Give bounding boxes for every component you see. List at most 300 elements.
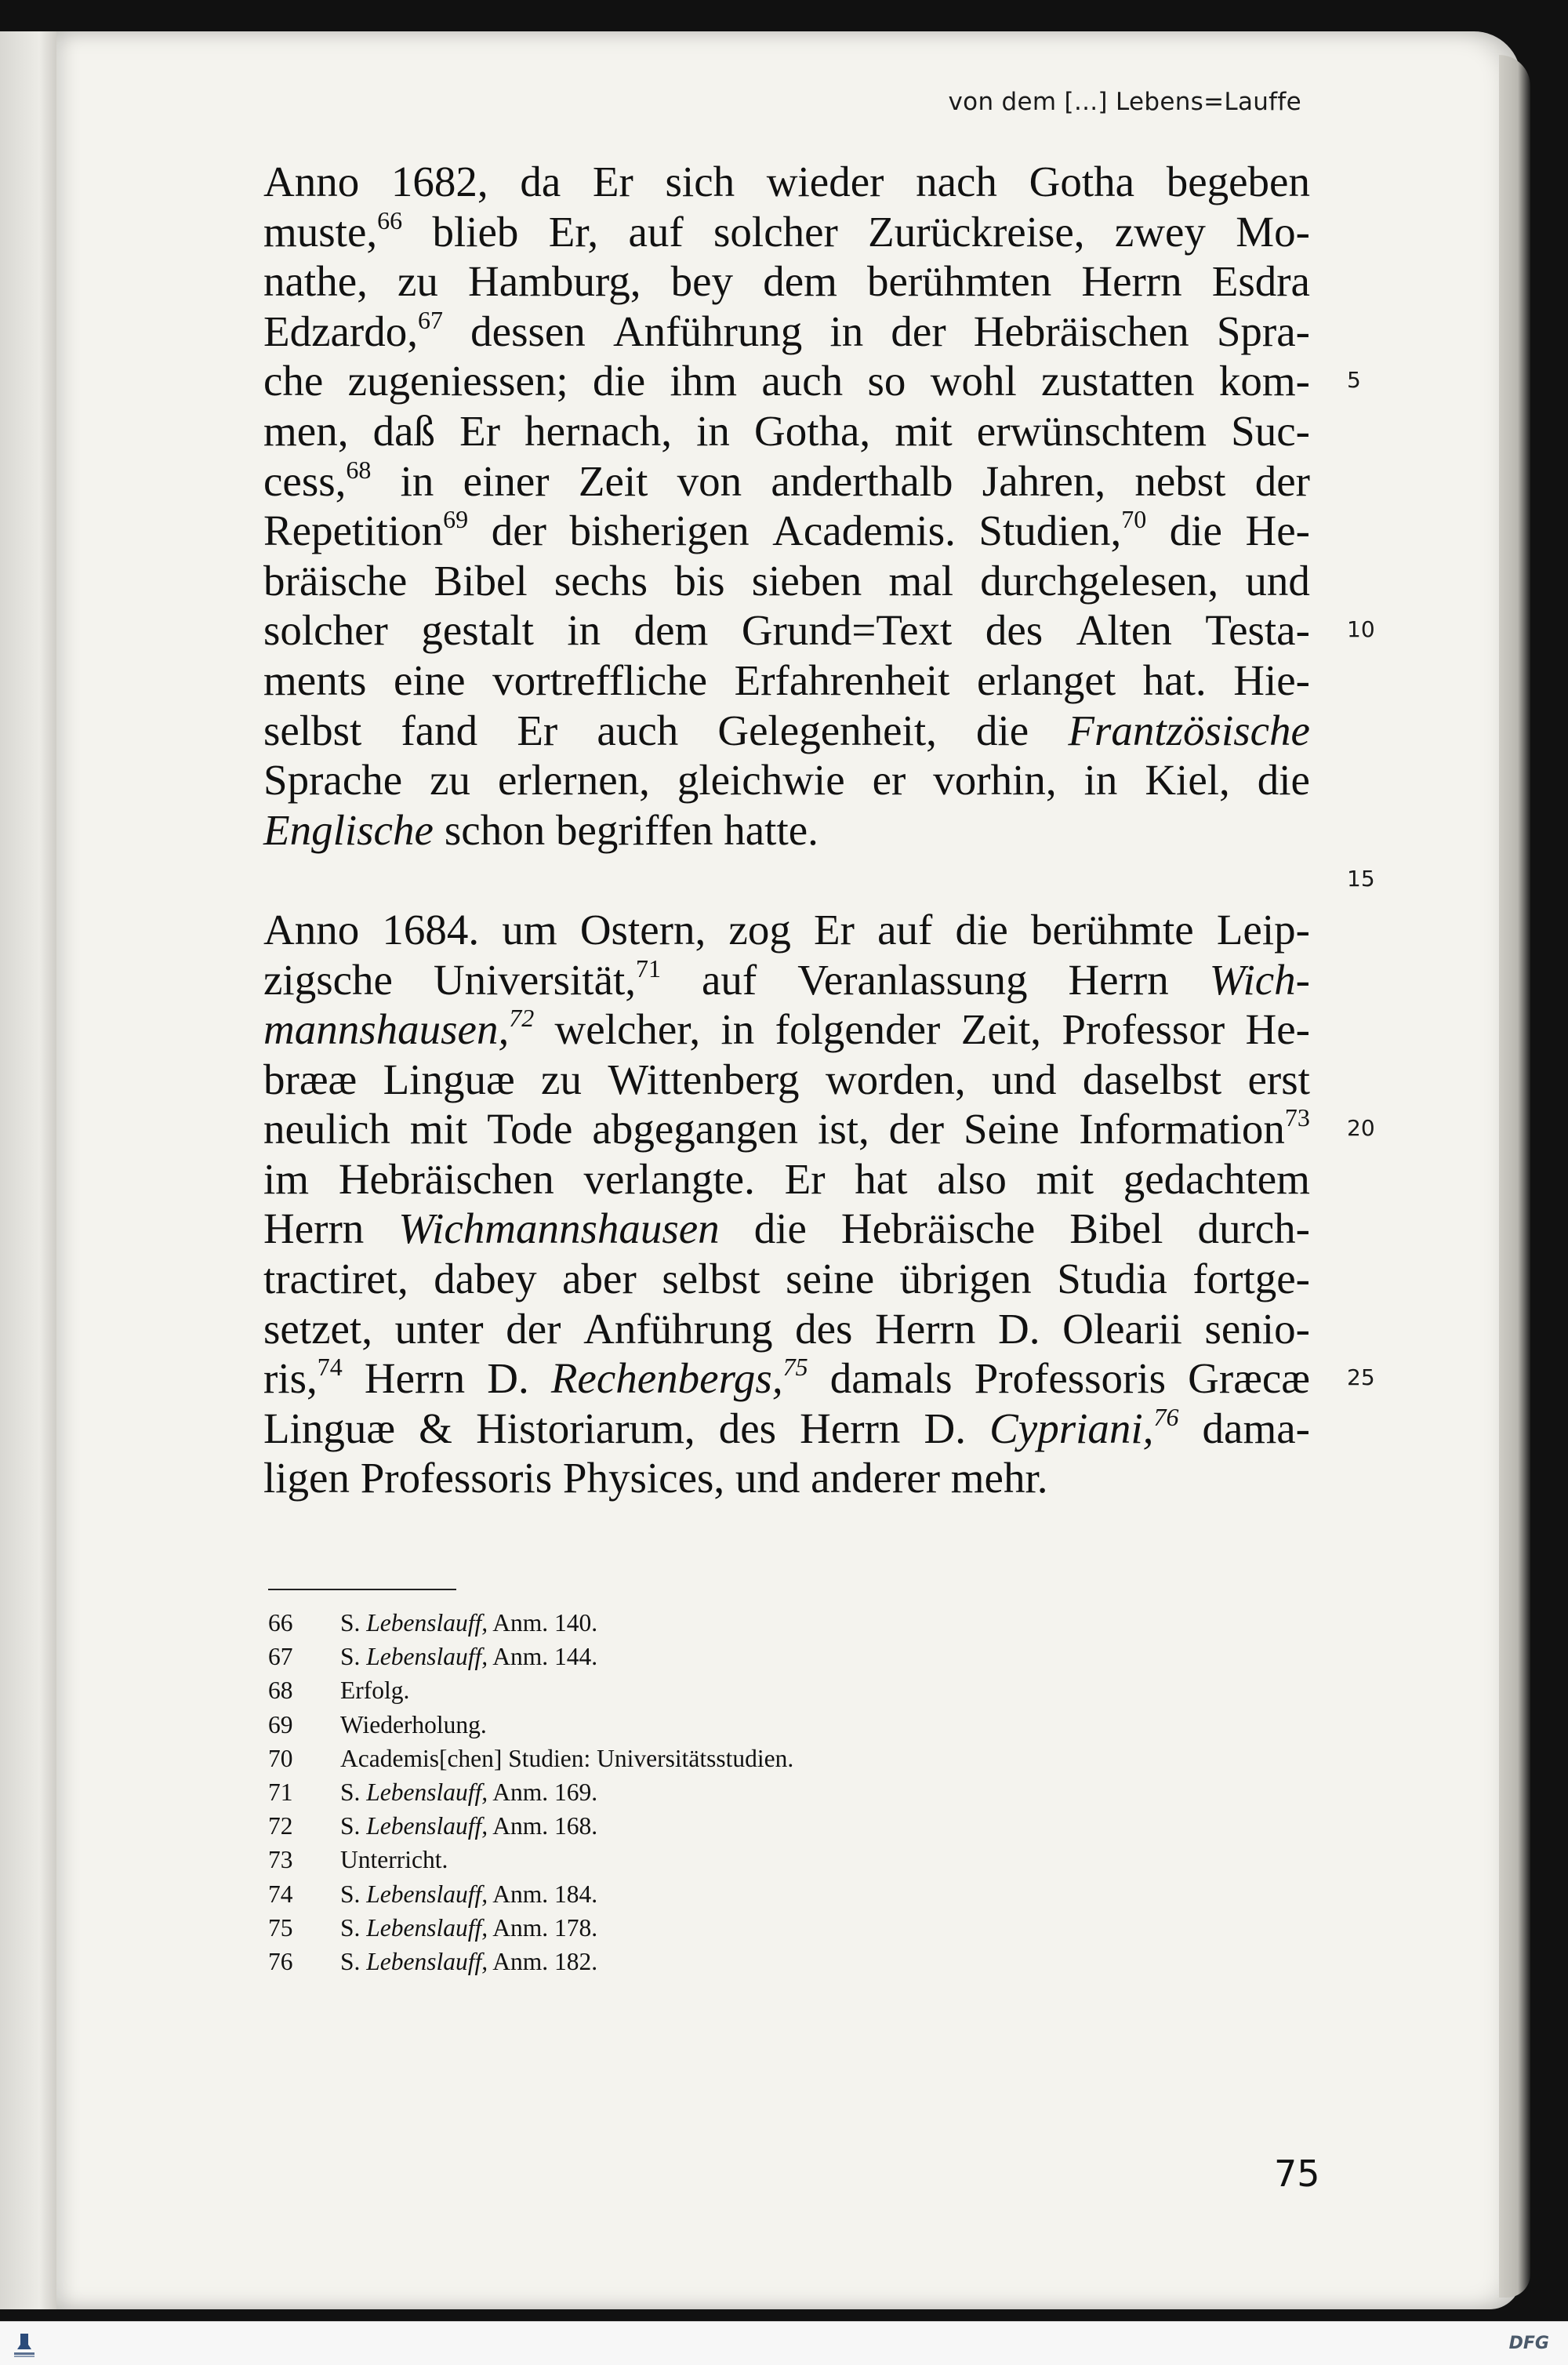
word: Veranlassung	[797, 955, 1028, 1004]
footnote-row	[268, 1606, 793, 1640]
footnote-text	[340, 1606, 597, 1640]
footnote-post: Anm. 144.	[488, 1643, 598, 1671]
word: Anno	[263, 905, 360, 954]
text-line	[263, 805, 1310, 856]
word: abgegangen	[592, 1105, 799, 1153]
footnote-row	[268, 1708, 793, 1742]
text-line	[263, 1254, 1310, 1304]
word: Sprache	[263, 756, 403, 805]
word: durch-	[1197, 1204, 1310, 1253]
footnote-post: Anm. 168.	[488, 1812, 598, 1840]
word: vorhin,	[933, 756, 1057, 805]
word: welcher,	[554, 1005, 701, 1054]
footnote-pre: S.	[340, 1812, 367, 1840]
footnote-pre: S.	[340, 1609, 367, 1637]
word: Wittenberg	[608, 1055, 800, 1103]
word: erst	[1247, 1055, 1310, 1103]
word: berühmte	[1030, 905, 1194, 954]
word: unter	[394, 1304, 484, 1353]
word: mit	[409, 1105, 468, 1153]
word: mit	[1036, 1154, 1094, 1203]
word: Grund=Text	[741, 606, 953, 655]
word: fand	[401, 706, 478, 754]
word: erwünschtem	[976, 406, 1207, 455]
text-line	[263, 755, 1310, 805]
word: erlanget	[977, 656, 1116, 704]
word: Studia	[1057, 1255, 1167, 1303]
footnote-number: 66	[268, 1609, 293, 1637]
word: dabey	[434, 1255, 537, 1303]
word: begeben	[1166, 158, 1310, 205]
italic-word: Wich-	[1209, 955, 1310, 1004]
word: übrigen	[899, 1255, 1032, 1303]
word: damals	[829, 1354, 953, 1403]
word: die	[1257, 756, 1310, 805]
word: da	[520, 158, 561, 205]
word: Gelegenheit,	[717, 706, 937, 754]
footnote-italic: Lebenslauff,	[366, 1812, 488, 1840]
word: von	[677, 456, 742, 505]
footnote-row	[268, 1775, 793, 1809]
word: Suc-	[1231, 406, 1310, 455]
footnote-ref: 73	[1284, 1103, 1310, 1132]
word: die	[955, 905, 1008, 954]
footnote-text	[340, 1775, 597, 1809]
word: Hebräischen	[973, 307, 1189, 355]
footnote-italic: Lebenslauff,	[366, 1948, 488, 1976]
word: daselbst	[1082, 1055, 1222, 1103]
footnote-number: 71	[268, 1778, 293, 1807]
footnote-ref: 68	[346, 455, 372, 484]
word: Bibel	[1069, 1204, 1163, 1253]
italic-word: mannshausen,$^{72}$	[263, 1004, 535, 1054]
word: Historiarum,	[476, 1404, 695, 1452]
word: Zeit	[578, 456, 648, 505]
footnote-post: Anm. 182.	[488, 1948, 598, 1976]
footnote-ref: 70	[1121, 505, 1147, 534]
word: zu	[430, 756, 471, 805]
footnote-text	[340, 1673, 409, 1707]
word: men,	[263, 406, 349, 455]
word: Hie-	[1233, 656, 1310, 704]
italic-word: Cypriani,$^{76}$	[989, 1402, 1179, 1452]
word: gleichwie	[677, 756, 845, 805]
word: sechs	[554, 556, 648, 605]
line-number: 20	[1347, 1115, 1375, 1142]
footnote-pre: S.	[340, 1913, 367, 1942]
word: auch	[597, 706, 679, 754]
footnote-ref: 74	[317, 1353, 343, 1382]
word: die	[1169, 507, 1222, 555]
line-number: 25	[1347, 1364, 1375, 1391]
word: Academis.	[772, 507, 956, 555]
footnote-text	[340, 1911, 597, 1945]
word: auf	[877, 905, 933, 954]
footnote-number: 69	[268, 1710, 293, 1738]
word: He-	[1245, 1005, 1310, 1054]
footnote-italic: Lebenslauff,	[366, 1913, 488, 1942]
word: zu	[541, 1055, 582, 1103]
word: der	[1254, 456, 1310, 505]
word: selbst	[662, 1255, 760, 1303]
word: mit	[895, 406, 953, 455]
word: hat	[855, 1154, 908, 1203]
word: bis	[674, 556, 725, 605]
word: neulich	[263, 1105, 390, 1153]
word: Studien,$^{70}$	[978, 505, 1147, 555]
footnote-number: 75	[268, 1913, 293, 1942]
word: der	[491, 507, 546, 555]
word: also	[937, 1154, 1007, 1203]
footnote-row	[268, 1673, 793, 1707]
word: im	[263, 1154, 310, 1203]
word: Græcæ	[1188, 1354, 1310, 1403]
word: des	[795, 1304, 853, 1353]
word: Zurückreise,	[868, 207, 1085, 256]
word: Seine	[964, 1105, 1060, 1153]
word: berühmten	[867, 257, 1052, 306]
word: durchgelesen,	[980, 556, 1219, 605]
word: ligen Professoris Physices, und anderer mehr.	[263, 1454, 1048, 1502]
footnote-rule	[268, 1589, 456, 1590]
footnote-row	[268, 1843, 793, 1876]
word: um	[502, 905, 557, 954]
word: Anführung	[612, 307, 803, 355]
word: Edzardo,$^{67}$	[263, 305, 443, 355]
word: Kiel,	[1145, 756, 1230, 805]
word: Professor	[1062, 1005, 1225, 1054]
footnote-row	[268, 1911, 793, 1945]
word: nathe,	[263, 257, 368, 306]
footnote-ref: 72	[509, 1004, 535, 1033]
word: Spra-	[1216, 307, 1310, 355]
word: in	[829, 307, 864, 355]
footnote-ref: 69	[443, 505, 469, 534]
word: solcher	[713, 207, 838, 256]
word: D.	[924, 1404, 967, 1452]
page-edge-shadow	[1499, 55, 1530, 2298]
footnote-italic: Lebenslauff,	[366, 1880, 488, 1908]
word: muste,$^{66}$	[263, 205, 403, 256]
word: die	[976, 706, 1029, 754]
text-line	[263, 406, 1310, 456]
word: Linguæ	[383, 1055, 515, 1103]
footnote-pre: Erfolg.	[340, 1677, 410, 1705]
word: zugeniessen;	[347, 357, 568, 405]
footnote-ref: 66	[377, 205, 403, 234]
footnote-pre: S.	[340, 1880, 367, 1908]
word: Ostern,	[579, 905, 706, 954]
italic-word: Wichmannshausen	[398, 1204, 720, 1253]
word: eine	[393, 656, 466, 704]
footnote-number: 76	[268, 1948, 293, 1976]
footnote-post: Anm. 184.	[488, 1880, 598, 1908]
footnote-text	[340, 1640, 597, 1673]
word: Tode	[487, 1105, 573, 1153]
footnote-number: 67	[268, 1643, 293, 1671]
word: der	[506, 1304, 561, 1353]
word: des	[718, 1404, 777, 1452]
text-line	[263, 706, 1310, 756]
word: hernach,	[524, 406, 672, 455]
word: D.	[998, 1304, 1040, 1353]
word: kom-	[1218, 357, 1310, 405]
word: und	[1245, 556, 1310, 605]
italic-word: Frantzösische	[1068, 706, 1310, 754]
word: Leip-	[1216, 905, 1310, 954]
footnote-row	[268, 1809, 793, 1843]
word: zwey	[1114, 207, 1206, 256]
text-line	[263, 1154, 1310, 1204]
word: schon begriffen hatte.	[444, 805, 818, 854]
footnote-number: 73	[268, 1846, 293, 1874]
word: dama-	[1202, 1404, 1310, 1452]
word: Zeit,	[960, 1005, 1042, 1054]
footnote-pre: Unterricht.	[340, 1846, 448, 1874]
word: cess,$^{68}$	[263, 455, 372, 505]
word: nebst	[1134, 456, 1226, 505]
word: Hebräische	[840, 1204, 1036, 1253]
word: ments	[263, 656, 367, 704]
word: gestalt	[421, 606, 534, 655]
footnote-text	[340, 1742, 793, 1775]
word: Universität,$^{71}$	[433, 954, 662, 1004]
footnote-post: Anm. 178.	[488, 1913, 598, 1942]
footnote-text	[340, 1945, 597, 1978]
word: Information$^{73}$	[1079, 1103, 1310, 1153]
word: 1684.	[382, 905, 480, 954]
text-line	[263, 1353, 1310, 1404]
word: Anführung	[583, 1304, 773, 1353]
word: folgender	[775, 1005, 941, 1054]
library-logo-icon	[11, 2329, 38, 2359]
word: D.	[487, 1354, 529, 1403]
word: zustatten	[1041, 357, 1195, 405]
word: Alten	[1076, 606, 1172, 655]
page-number: 75	[1274, 2152, 1320, 2195]
word: die	[592, 357, 646, 405]
paragraph-1	[263, 157, 1310, 855]
main-text	[263, 157, 1310, 1503]
word: Erfahrenheit	[734, 656, 950, 704]
word: Mo-	[1236, 207, 1310, 256]
word: anderthalb	[771, 456, 953, 505]
word: so	[867, 357, 906, 405]
word: bräische	[263, 556, 408, 605]
word: in	[1083, 756, 1118, 805]
word: Herrn	[1068, 955, 1169, 1004]
word: brææ	[263, 1055, 358, 1103]
word: erlernen,	[497, 756, 650, 805]
word: solcher	[263, 606, 388, 655]
text-line	[263, 1204, 1310, 1254]
text-line	[263, 605, 1310, 656]
word: zigsche	[263, 955, 393, 1004]
word: der	[891, 307, 946, 355]
word: ihm	[670, 357, 738, 405]
word: er	[872, 756, 906, 805]
footnote-text	[340, 1877, 597, 1911]
footnote-number: 74	[268, 1880, 293, 1908]
word: Anno	[263, 158, 360, 205]
text-line	[263, 307, 1310, 357]
word: wieder	[766, 158, 884, 205]
word: ist,	[818, 1105, 869, 1153]
footnote-row	[268, 1877, 793, 1911]
footnote-pre: S.	[340, 1778, 367, 1807]
footnote-row	[268, 1640, 793, 1673]
word: Hebräischen	[338, 1154, 554, 1203]
text-line	[263, 207, 1310, 257]
text-line	[263, 1404, 1310, 1454]
text-line	[263, 456, 1310, 507]
footnote-ref: 76	[1153, 1402, 1179, 1431]
facing-page-edge	[0, 31, 56, 2309]
text-line	[263, 1453, 1310, 1503]
word: Testa-	[1205, 606, 1310, 655]
text-line	[263, 506, 1310, 556]
word: Er	[592, 158, 633, 205]
viewer-bottom-bar	[0, 2321, 1568, 2365]
word: des	[985, 606, 1044, 655]
paragraph-gap	[263, 855, 1310, 905]
footnote-number: 72	[268, 1812, 293, 1840]
text-line	[263, 1055, 1310, 1105]
paragraph-2	[263, 905, 1310, 1503]
word: der	[888, 1105, 945, 1153]
word: dem	[763, 257, 837, 306]
text-line	[263, 905, 1310, 955]
word: vortreffliche	[492, 656, 708, 704]
text-line	[263, 256, 1310, 307]
word: auch	[761, 357, 844, 405]
word: aber	[562, 1255, 637, 1303]
word: in	[400, 456, 434, 505]
word: Herrn	[263, 1204, 365, 1253]
word: senio-	[1204, 1304, 1310, 1353]
word: auf	[628, 207, 684, 256]
word: 1682,	[390, 158, 488, 205]
word: Gotha,	[754, 406, 871, 455]
word: dem	[633, 606, 709, 655]
word: sich	[665, 158, 735, 205]
footnotes	[268, 1606, 793, 1978]
footnote-text	[340, 1708, 487, 1742]
word: Repetition$^{69}$	[263, 505, 469, 555]
word: Herrn	[800, 1404, 901, 1452]
word: zog	[728, 905, 791, 954]
word: Er	[814, 905, 855, 954]
word: bey	[670, 257, 734, 306]
footnote-italic: Lebenslauff,	[366, 1778, 488, 1807]
word: in	[696, 406, 730, 455]
word: Hamburg,	[468, 257, 641, 306]
word: &	[419, 1404, 452, 1452]
footnote-pre: S.	[340, 1948, 367, 1976]
word: und	[992, 1055, 1057, 1103]
word: zu	[397, 257, 438, 306]
word: einer	[463, 456, 550, 505]
word: Bibel	[434, 556, 528, 605]
footnote-ref: 71	[636, 954, 662, 983]
word: bisherigen	[569, 507, 750, 555]
footnote-number: 70	[268, 1744, 293, 1772]
word: seine	[786, 1255, 875, 1303]
word: Esdra	[1211, 257, 1310, 306]
word: daß	[372, 406, 435, 455]
footnote-post: Anm. 169.	[488, 1778, 598, 1807]
word: Gotha	[1029, 158, 1135, 205]
word: che	[263, 357, 324, 405]
word: gedachtem	[1123, 1154, 1310, 1203]
word: Jahren,	[982, 456, 1106, 505]
word: ris,$^{74}$	[263, 1353, 343, 1403]
word: wohl	[930, 357, 1017, 405]
footnote-italic: Lebenslauff,	[366, 1643, 488, 1671]
word: Er	[517, 706, 558, 754]
word: Er	[784, 1154, 826, 1203]
word: Er,	[548, 207, 599, 256]
footnote-ref: 67	[418, 305, 443, 334]
word: verlangte.	[583, 1154, 755, 1203]
word: fortge-	[1192, 1255, 1310, 1303]
footnote-pre: S.	[340, 1643, 367, 1671]
word: mal	[888, 556, 953, 605]
word: hat.	[1142, 656, 1207, 704]
word: Olearii	[1062, 1304, 1182, 1353]
line-number: 10	[1347, 616, 1375, 643]
footnote-ref: 75	[782, 1353, 808, 1382]
line-number: 15	[1347, 866, 1375, 892]
text-line	[263, 556, 1310, 606]
footnote-number: 68	[268, 1677, 293, 1705]
text-line	[263, 656, 1310, 706]
word: Herrn	[364, 1354, 466, 1403]
word: setzet,	[263, 1304, 372, 1353]
word: die	[753, 1204, 807, 1253]
text-line	[263, 1304, 1310, 1354]
running-header: von dem [...] Lebens=Lauffe	[948, 88, 1301, 116]
word: blieb	[432, 207, 519, 256]
word: Linguæ	[263, 1404, 396, 1452]
italic-word: Englische	[263, 805, 434, 854]
footnote-text	[340, 1843, 448, 1876]
word: sieben	[751, 556, 862, 605]
word: in	[720, 1005, 755, 1054]
text-line	[263, 1104, 1310, 1154]
italic-word: Rechenbergs,$^{75}$	[550, 1353, 808, 1403]
word: nach	[916, 158, 997, 205]
word: dessen	[470, 307, 586, 355]
word: tractiret,	[263, 1255, 408, 1303]
word: He-	[1245, 507, 1310, 555]
word: worden,	[825, 1055, 966, 1103]
text-line	[263, 356, 1310, 406]
word: selbst	[263, 706, 362, 754]
word: Herrn	[875, 1304, 976, 1353]
footnote-pre: Wiederholung.	[340, 1710, 487, 1738]
footnote-row	[268, 1945, 793, 1978]
word: Er	[459, 406, 501, 455]
word: Professoris	[974, 1354, 1167, 1403]
line-number: 5	[1347, 367, 1361, 394]
word: Herrn	[1081, 257, 1182, 306]
footnote-row	[268, 1742, 793, 1775]
text-line	[263, 1004, 1310, 1055]
text-line	[263, 157, 1310, 207]
word: auf	[702, 955, 757, 1004]
footnote-italic: Lebenslauff,	[366, 1609, 488, 1637]
